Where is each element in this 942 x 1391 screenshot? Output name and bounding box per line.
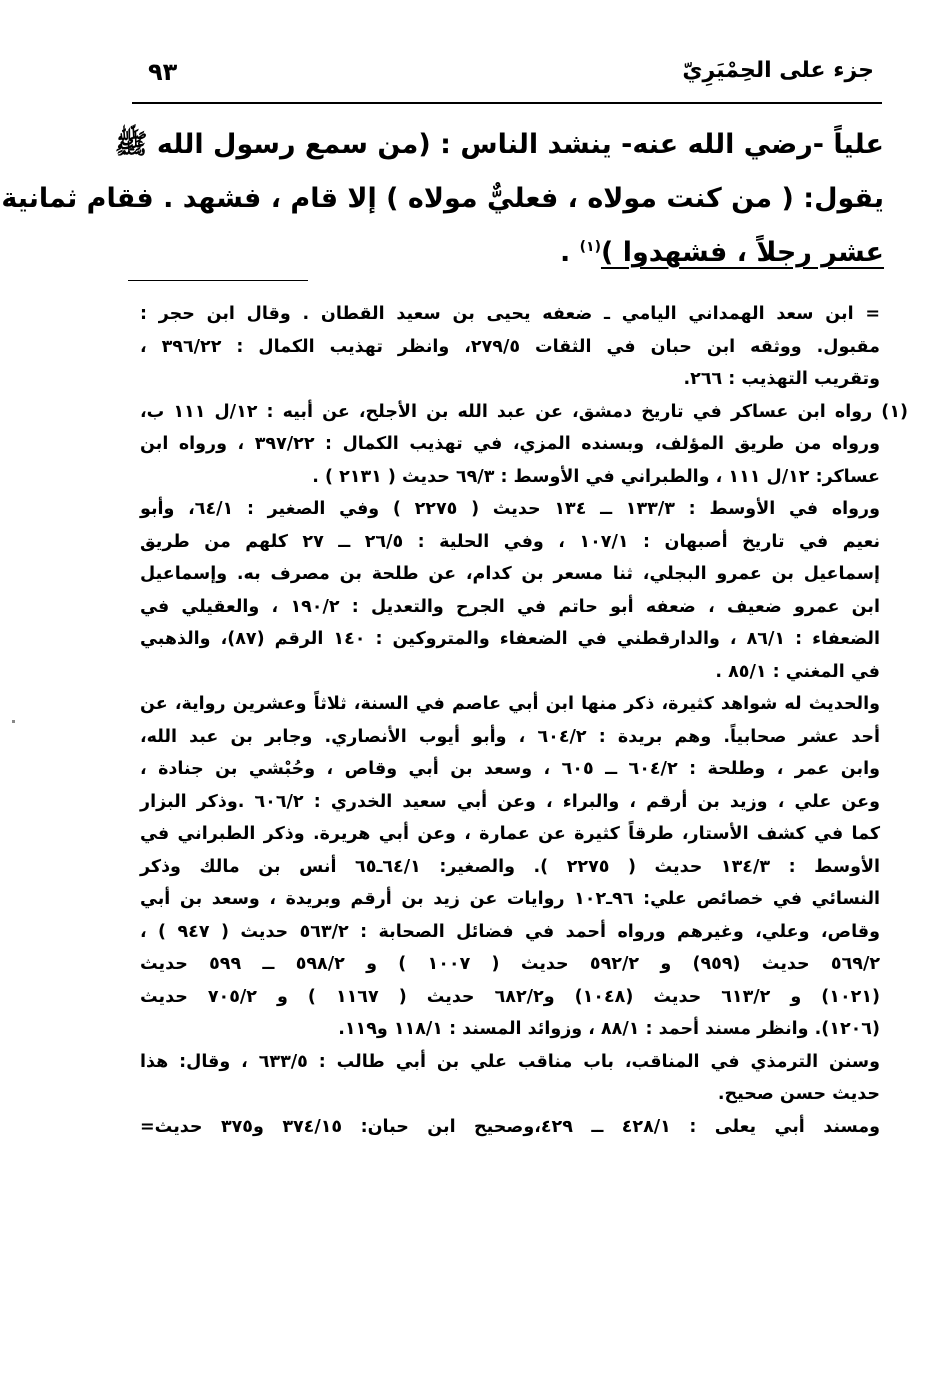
footnote-line: وسنن الترمذي في المناقب، باب مناقب علي بن أبي طالب : ٦٣٣/٥ ، وقال: هذا [140,1051,880,1072]
main-text-line [128,226,884,280]
footnote-line: الضعفاء : ٨٦/١ ، والدارقطني في الضعفاء والمتروكين : ١٤٠ الرقم (٨٧)، والذهبي [140,629,880,649]
footnote-line: = ابن سعد الهمداني اليامي ـ ضعفه يحيى بن سعيد القطان . وقال ابن حجر : [140,304,880,324]
page-number: ٩٣ [148,58,178,86]
footnote-line: في المغني : ٨٥/١ . [715,661,880,682]
running-header-title: جزء على الحِمْيَرِيّ [682,58,874,83]
footnote-line: ٥٦٩/٢ حديث (٩٥٩) و ٥٩٢/٢ حديث ( ١٠٠٧ ) و ٥٩٨/٢ ــ ٥٩٩ حديث [140,954,881,974]
footnote-line: الأوسط : ١٣٤/٣ حديث ( ٢٢٧٥ ). والصغير: ٦٤/١ـ٦٥ أنس بن مالك وذكر [140,856,880,877]
footnote-line: حديث حسن صحيح. [717,1084,880,1104]
footnote-separator [128,280,308,281]
footnote-line: كما في كشف الأستار، طرقاً كثيرة عن عمارة ، وعن أبي هريرة. وذكر الطبراني في [140,824,880,844]
footnote-line: أحد عشر صحابياً. وهم بريدة : ٦٠٤/٢ ، وأبو أيوب الأنصاري. وجابر بن عبد الله، [140,726,880,747]
footnote-line: إسماعيل بن عمرو البجلي، ثنا مسعر بن كدام، عن طلحة بن مصرف به. وإسماعيل [140,564,880,584]
main-text-tail: . [559,237,580,268]
footnote-reference: (١) [579,239,601,255]
scan-speck [12,720,15,723]
footnote-line: والحديث له شواهد كثيرة، ذكر منها ابن أبي عاصم في السنة، ثلاثاً وعشرين رواية، عن [140,694,880,714]
header-rule [132,102,882,104]
footnote-line: (١٠٢١) و ٦١٣/٢ حديث (١٠٤٨) و٦٨٢/٢ حديث ( ١١٦٧ ) و ٧٠٥/٢ حديث [140,986,881,1007]
footnote-line: وقاص، وعلي، وغيرهم ورواه أحمد في فضائل الصحابة : ٥٦٣/٢ حديث ( ٩٤٧ ) ، [140,921,880,942]
footnote-line: ورواه في الأوسط : ١٣٣/٣ ــ ١٣٤ حديث ( ٢٢٧٥ ) وفي الصغير : ٦٤/١، وأبو [140,499,880,519]
footnote-line: (١٢٠٦). وانظر مسند أحمد : ٨٨/١ ، وزوائد المسند : ١١٨/١ و١١٩. [338,1019,880,1039]
main-text [1,118,884,280]
main-text-line: علياً -رضي الله عنه- ينشد الناس : (من سمع رسول الله ﷺ [114,129,884,160]
footnote-line: مقبول. ووثقه ابن حبان في الثقات ٢٧٩/٥، وانظر تهذيب الكمال : ٣٩٦/٢٢ ، [140,336,880,357]
footnote-line: وعن علي ، وزيد بن أرقم ، والبراء ، وعن أبي سعيد الخدري : ٦٠٦/٢ .وذكر البزار [140,791,880,812]
footnotes [140,298,908,1143]
footnote-line: ورواه من طريق المؤلف، وبسنده المزي، في تهذيب الكمال : ٣٩٧/٢٢ ، ورواه ابن [140,434,880,454]
footnote-line: وابن عمر ، وطلحة : ٦٠٤/٢ ــ ٦٠٥ ، وسعد بن أبي وقاص ، وحُبْشي بن جنادة ، [140,759,881,779]
footnote-line: النسائي في خصائص علي: ٩٦ـ١٠٢ روايات عن زيد بن أرقم وبريدة ، وسعد بن أبي [140,889,881,909]
footnote-line: ابن عمرو ضعيف ، ضعفه أبو حاتم في الجرح والتعديل : ١٩٠/٢ ، والعقيلي في [140,596,880,617]
footnote-line: عساكر: ١٢/ل ١١١ ، والطبراني في الأوسط : ٦٩/٣ حديث ( ٢١٣١ ) . [312,466,880,487]
footnote-line: (١) رواه ابن عساكر في تاريخ دمشق، عن عبد الله بن الأجلح، عن أبيه : ١٢/ل ١١١ ب، [140,401,908,422]
footnote-line: وتقريب التهذيب : ٢٦٦. [683,369,880,389]
underlined-text: عشر رجلاً ، فشهدوا ) [600,237,884,268]
footnote-line: ومسند أبي يعلى : ٤٢٨/١ ــ ٤٢٩،وصحيح ابن حبان: ٣٧٤/١٥ و٣٧٥ حديث= [140,1116,880,1137]
main-text-line: يقول: ( من كنت مولاه ، فعليٌّ مولاه ) إلا قام ، فشهد . فقام ثمانية [1,183,884,214]
footnote-line: نعيم في تاريخ أصبهان : ١٠٧/١ ، وفي الحلية : ٢٦/٥ ــ ٢٧ كلهم من طريق [140,531,881,552]
